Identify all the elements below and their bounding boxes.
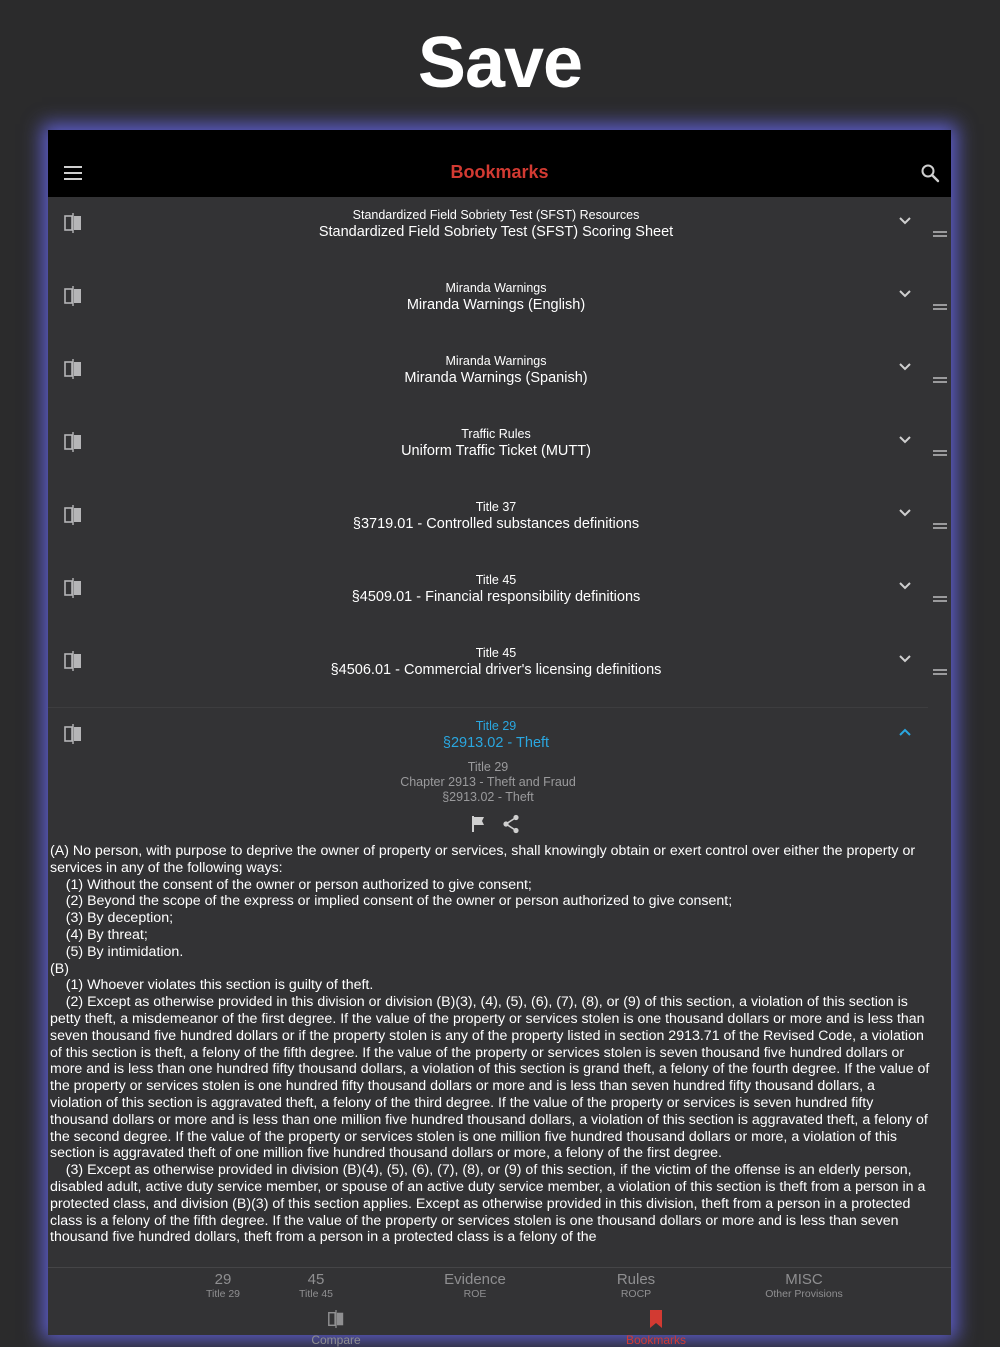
compare-icon: [327, 1310, 345, 1328]
chevron-down-icon[interactable]: [898, 581, 912, 591]
tab-title-45[interactable]: [241, 1272, 391, 1301]
tab-evidence[interactable]: [400, 1272, 550, 1301]
drag-handle-icon[interactable]: [933, 450, 947, 456]
bookmark-section: Title 37: [475, 500, 517, 514]
tab-label: MISC: [785, 1271, 823, 1288]
tab-label: 45: [307, 1271, 325, 1288]
meta-chapter: Chapter 2913 - Theft and Fraud: [400, 775, 576, 789]
bookmark-title: Standardized Field Sobriety Test (SFST) Scoring Sheet: [318, 224, 674, 240]
bookmark-title: Miranda Warnings (Spanish): [404, 370, 588, 386]
tab-label: 29: [214, 1271, 232, 1288]
promo-title: Save: [417, 23, 583, 103]
flag-icon[interactable]: [471, 815, 487, 833]
list-item[interactable]: [48, 635, 951, 708]
chevron-down-icon[interactable]: [898, 216, 912, 226]
bookmark-title: §3719.01 - Controlled substances definitions: [352, 516, 640, 532]
bookmark-section: Traffic Rules: [461, 427, 531, 441]
drag-handle-icon[interactable]: [933, 596, 947, 602]
bookmark-section: Title 45: [475, 646, 517, 660]
list-item[interactable]: [48, 416, 951, 489]
app-window: [48, 130, 951, 1347]
tab-bookmarks[interactable]: [606, 1310, 706, 1347]
chevron-down-icon[interactable]: [898, 435, 912, 445]
chevron-down-icon[interactable]: [898, 654, 912, 664]
list-item[interactable]: [48, 270, 951, 343]
law-body-text: (A) No person, with purpose to deprive the owner of property or services, shall knowingly obtain or exert control over either the property or services in any of the following ways: (1) Without the consent of the owner or person authorized to give consent; (2) Beyond the scope of the express or implied consent of the owner or person authorized to give consent; (3) By deception; (4) By threat; (5) By intimidation. (B) (1) Whoever violates this section is guilty of theft. (2) Except as otherwise provided in this division or division (B)(3), (4), (5), (6), (7), (8), or (9) of this section, a violation of this section is petty theft, a misdemeanor of the first degree. If the value of the property or services stolen is one thousand dollars or more and is less than seven thousand five hundred dollars or if the property stolen is any of the property listed in section 2913.71 of the Revised Code, a violation of this section is theft, a felony of the fifth degree. If the value of the property or services stolen is seven thousand five hundred dollars or more and is less than one hundred fifty thousand dollars, a violation of this section is grand theft, a felony of the fourth degree. If the value of the property or services stolen is one hundred fifty thousand dollars or more and is less than seven hundred fifty thousand dollars, a violation of this section is aggravated theft, a felony of the third degree. If the value of the property or services is seven hundred fifty thousand dollars or more and is less than one million five hundred thousand dollars, a violation of this section is aggravated theft, a felony of the second degree. If the value of the property or services stolen is one million five hundred thousand dollars or more, a violation of this section is aggravated theft of one million five hundred thousand dollars or more, a felony of the first degree. (3) Except as otherwise provided in division (B)(4), (5), (6), (7), (8), or (9) of this section, if the victim of the offense is an elderly person, disabled adult, active duty service member, or spouse of an active duty service member, a violation of this section is theft from a person in a protected class, and division (B)(3) of this section applies. Except as otherwise provided in this division, theft from a person in a protected class is a felony of the fifth degree. If the value of the property or services stolen is one thousand dollars or more and is less than seven thousand five hundred dollars, theft from a person in a protected class is a felony of the: [50, 843, 930, 1246]
tab-compare[interactable]: [286, 1310, 386, 1347]
expanded-bookmark: [48, 708, 951, 1246]
drag-handle-icon[interactable]: [933, 377, 947, 383]
drag-handle-icon[interactable]: [933, 523, 947, 529]
list-item[interactable]: [48, 562, 951, 635]
chevron-down-icon[interactable]: [898, 362, 912, 372]
drag-handle-icon[interactable]: [933, 231, 947, 237]
tab-sublabel: ROE: [463, 1288, 487, 1300]
tab-bookmarks-label: Bookmarks: [625, 1333, 687, 1347]
list-item[interactable]: [48, 489, 951, 562]
bookmark-section: Title 29: [475, 719, 517, 733]
bookmark-section: Standardized Field Sobriety Test (SFST) Resources: [352, 208, 640, 222]
bookmark-section: Title 45: [475, 573, 517, 587]
list-item[interactable]: [48, 197, 951, 270]
tab-compare-label: Compare: [311, 1333, 361, 1347]
bookmark-title: Uniform Traffic Ticket (MUTT): [401, 443, 591, 459]
tab-sublabel: Title 29: [205, 1288, 241, 1300]
bookmark-section: Miranda Warnings: [445, 281, 547, 295]
drag-handle-icon[interactable]: [933, 304, 947, 310]
action-bar: [48, 805, 951, 843]
tab-misc[interactable]: [729, 1272, 879, 1301]
bookmark-title: Miranda Warnings (English): [406, 297, 586, 313]
search-icon[interactable]: [920, 163, 940, 183]
page-title: Bookmarks: [450, 162, 549, 182]
bookmark-list: [48, 197, 951, 1246]
chevron-down-icon[interactable]: [898, 289, 912, 299]
bookmark-title: §4509.01 - Financial responsibility definitions: [351, 589, 641, 605]
list-item[interactable]: [48, 343, 951, 416]
tab-sublabel: ROCP: [620, 1288, 652, 1300]
meta-section: §2913.02 - Theft: [442, 790, 534, 804]
tab-label: Evidence: [444, 1271, 506, 1288]
expanded-header[interactable]: [48, 708, 951, 760]
tab-sublabel: Title 45: [298, 1288, 334, 1300]
bookmark-title: §2913.02 - Theft: [442, 735, 550, 751]
tab-sublabel: Other Provisions: [765, 1288, 843, 1300]
bookmark-title: §4506.01 - Commercial driver's licensing definitions: [330, 662, 662, 678]
bookmark-icon: [649, 1310, 663, 1328]
tab-bar: [48, 1267, 951, 1347]
meta-title: Title 29: [467, 760, 509, 774]
bookmark-section: Miranda Warnings: [445, 354, 547, 368]
chevron-down-icon[interactable]: [898, 508, 912, 518]
chevron-up-icon[interactable]: [898, 727, 912, 737]
tab-rules[interactable]: [561, 1272, 711, 1301]
navbar: [48, 130, 951, 197]
drag-handle-icon[interactable]: [933, 669, 947, 675]
law-meta: [48, 760, 928, 805]
tab-label: Rules: [616, 1271, 656, 1288]
share-icon[interactable]: [502, 814, 520, 834]
